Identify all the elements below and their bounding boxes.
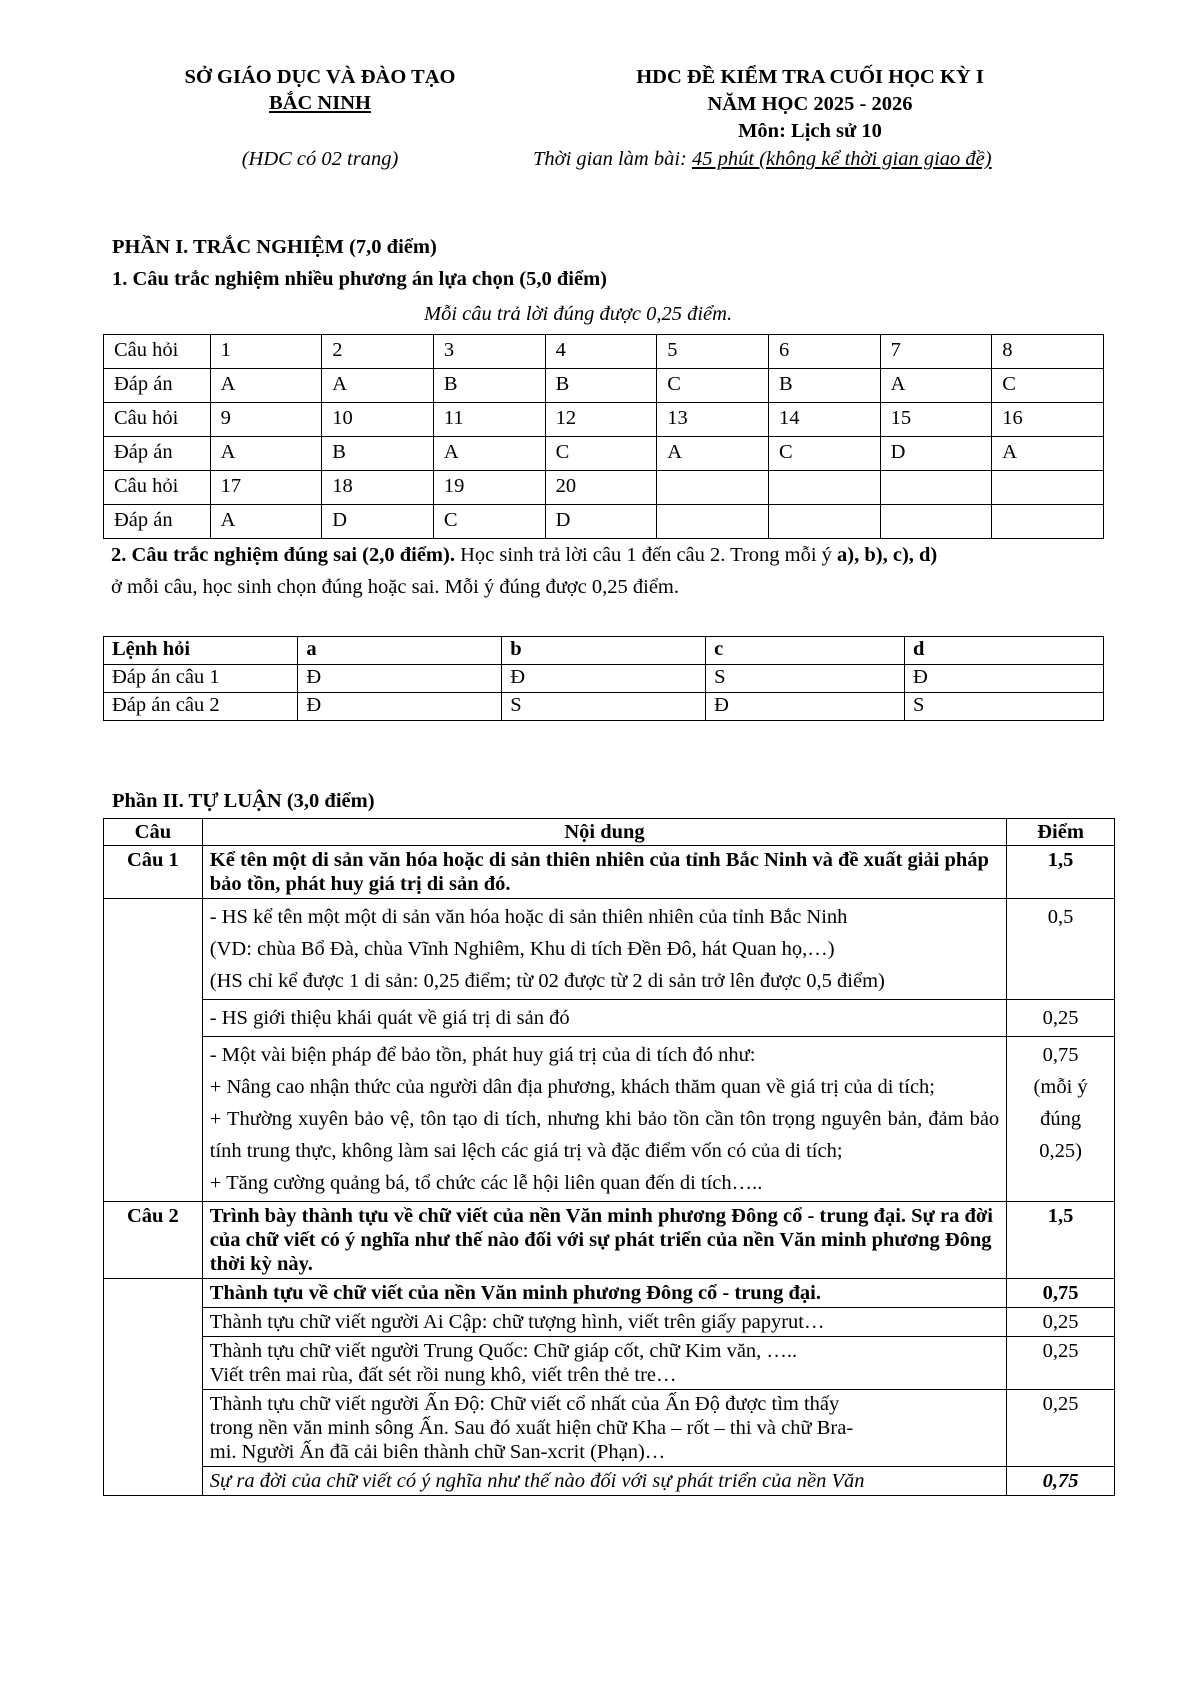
q2-a-points: 0,25 [1007, 1308, 1115, 1337]
q2-points: 1,5 [1007, 1202, 1115, 1279]
q2-b-content [202, 1337, 1006, 1390]
mc-answer-cell: D [322, 505, 434, 539]
tf-header-cell: a [298, 637, 502, 665]
tf-answer-row [104, 665, 1104, 693]
tf-header-cell: b [502, 637, 706, 665]
mc-row-label: Câu hỏi [104, 335, 211, 369]
time-value: 45 phút (không kể thời gian giao đề) [692, 148, 992, 170]
department-name: SỞ GIÁO DỤC VÀ ĐÀO TẠO [184, 66, 456, 88]
q1-a-points: 0,5 [1007, 899, 1115, 1000]
q1-c-points [1007, 1037, 1115, 1202]
province-name [130, 92, 510, 115]
mc-question-number [880, 471, 992, 505]
mc-answer-cell: C [992, 369, 1104, 403]
mc-question-number [768, 471, 880, 505]
mc-question-number: 20 [545, 471, 657, 505]
mc-answer-cell: A [322, 369, 434, 403]
q1-c-line: - Một vài biện pháp để bảo tồn, phát huy giá trị của di tích đó như: [209, 1044, 756, 1066]
mc-answer-row [104, 505, 1104, 539]
mc-answer-cell: A [657, 437, 769, 471]
province-name-text: BẮC NINH [269, 92, 371, 114]
q1-c-points-line: 0,75 [1042, 1044, 1079, 1066]
q2-title: Trình bày thành tựu về chữ viết của nền Văn minh phương Đông cổ - trung đại. Sự ra đời của chữ viết có ý nghĩa như thế nào đối với sự phát triển của nền Văn minh phương Đông thời kỳ này. [202, 1202, 1006, 1279]
tf-row-label: Đáp án câu 1 [104, 665, 298, 693]
mc-question-number: 12 [545, 403, 657, 437]
mc-question-number: 17 [210, 471, 322, 505]
mc-answer-cell: A [433, 437, 545, 471]
school-year: NĂM HỌC 2025 - 2026 [707, 93, 913, 115]
time-limit [533, 148, 1093, 171]
mc-answer-cell: B [768, 369, 880, 403]
mc-answer-cell [768, 505, 880, 539]
mc-answer-cell [880, 505, 992, 539]
mc-answer-cell: D [880, 437, 992, 471]
mc-row-label: Câu hỏi [104, 403, 211, 437]
section1-title: 1. Câu trắc nghiệm nhiều phương án lựa chọn (5,0 điểm) [112, 268, 607, 290]
q2-c-line: mi. Người Ấn đã cải biên thành chữ San-xcrit (Phạn)… [209, 1441, 666, 1463]
essay-header-row [104, 819, 1115, 846]
col-cau: Câu [104, 819, 203, 846]
q1-c-line: + Tăng cường quảng bá, tổ chức các lễ hội liên quan đến di tích….. [209, 1172, 763, 1194]
section1-note: Mỗi câu trả lời đúng được 0,25 điểm. [424, 303, 733, 325]
tf-header-cell: Lệnh hỏi [104, 637, 298, 665]
mc-answer-cell: A [210, 437, 322, 471]
mc-question-number: 3 [433, 335, 545, 369]
tf-answer-row [104, 693, 1104, 721]
q1-a-line: - HS kể tên một một di sản văn hóa hoặc di sản thiên nhiên của tỉnh Bắc Ninh [209, 906, 848, 928]
mc-answer-cell: C [657, 369, 769, 403]
mc-answer-cell: C [545, 437, 657, 471]
q1-a-line: (HS chỉ kể được 1 di sản: 0,25 điểm; từ 02 được từ 2 di sản trở lên được 0,5 điểm) [209, 970, 885, 992]
q2-c-line: Thành tựu chữ viết người Ấn Độ: Chữ viết cổ nhất của Ấn Độ được tìm thấy [209, 1393, 840, 1415]
q1-c-points-line: (mỗi ý [1033, 1076, 1088, 1098]
mc-answer-cell: B [322, 437, 434, 471]
mc-answer-cell: C [433, 505, 545, 539]
q2-sub1-row [104, 1279, 1115, 1308]
tf-answer-cell: S [502, 693, 706, 721]
section2-text-b: ở mỗi câu, học sinh chọn đúng hoặc sai. Mỗi ý đúng được 0,25 điểm. [111, 576, 679, 598]
tf-header-row [104, 637, 1104, 665]
mc-answer-cell: C [768, 437, 880, 471]
mc-question-number: 19 [433, 471, 545, 505]
mc-question-number: 15 [880, 403, 992, 437]
q2-sub1: Thành tựu về chữ viết của nền Văn minh phương Đông cổ - trung đại. [202, 1279, 1006, 1308]
mc-answer-cell: A [880, 369, 992, 403]
q2-sub1-points: 0,75 [1007, 1279, 1115, 1308]
mc-question-row [104, 471, 1104, 505]
mc-row-label: Câu hỏi [104, 471, 211, 505]
q1-label: Câu 1 [104, 846, 203, 899]
tf-answer-cell: Đ [298, 693, 502, 721]
mc-answer-row [104, 437, 1104, 471]
tf-answer-cell: Đ [502, 665, 706, 693]
mc-question-number [657, 471, 769, 505]
mc-question-row [104, 335, 1104, 369]
q1-b-points: 0,25 [1007, 1000, 1115, 1037]
mc-row-label: Đáp án [104, 437, 211, 471]
mc-question-number [992, 471, 1104, 505]
mc-question-row [104, 403, 1104, 437]
q1-c-points-line: 0,25) [1039, 1140, 1082, 1162]
q1-b-row [104, 1000, 1115, 1037]
mc-answer-cell: B [545, 369, 657, 403]
tf-answer-cell: S [905, 693, 1104, 721]
subject: Môn: Lịch sử 10 [738, 120, 882, 142]
q2-c-row [104, 1390, 1115, 1467]
q2-sub2: Sự ra đời của chữ viết có ý nghĩa như thế nào đối với sự phát triển của nền Văn [202, 1467, 1006, 1496]
section2-intro [111, 544, 1111, 567]
q2-sub2-points: 0,75 [1007, 1467, 1115, 1496]
q2-empty-cell [104, 1279, 203, 1496]
q1-points: 1,5 [1007, 846, 1115, 899]
section2-text-a: Học sinh trả lời câu 1 đến câu 2. Trong mỗi ý [454, 544, 838, 566]
q2-c-line: trong nền văn minh sông Ấn. Sau đó xuất hiện chữ Kha – rốt – thi và chữ Bra- [209, 1417, 854, 1439]
mc-question-number: 9 [210, 403, 322, 437]
mc-answer-cell [992, 505, 1104, 539]
q1-a-row [104, 899, 1115, 1000]
q2-c-points: 0,25 [1007, 1390, 1115, 1467]
mc-question-number: 2 [322, 335, 434, 369]
mc-question-number: 7 [880, 335, 992, 369]
tf-answer-cell: Đ [706, 693, 905, 721]
part2-title: Phần II. TỰ LUẬN (3,0 điểm) [112, 790, 375, 812]
essay-table [103, 818, 1115, 1496]
mc-question-number: 11 [433, 403, 545, 437]
mc-question-number: 8 [992, 335, 1104, 369]
tf-answer-cell: Đ [905, 665, 1104, 693]
mc-answer-row [104, 369, 1104, 403]
q1-c-points-line: đúng [1040, 1108, 1082, 1130]
q2-sub2-row [104, 1467, 1115, 1496]
tf-answer-table [103, 636, 1104, 721]
section2-options: a), b), c), d) [837, 544, 938, 566]
q1-a-content [202, 899, 1006, 1000]
mc-question-number: 18 [322, 471, 434, 505]
mc-answer-cell [657, 505, 769, 539]
q1-c-content [202, 1037, 1006, 1202]
document-title: HDC ĐỀ KIỂM TRA CUỐI HỌC KỲ I [636, 66, 984, 88]
part1-title: PHẦN I. TRẮC NGHIỆM (7,0 điểm) [112, 236, 437, 258]
q1-title: Kể tên một di sản văn hóa hoặc di sản thiên nhiên của tỉnh Bắc Ninh và đề xuất giải pháp bảo tồn, phát huy giá trị di sản đó. [202, 846, 1006, 899]
tf-header-cell: c [706, 637, 905, 665]
mc-question-number: 4 [545, 335, 657, 369]
q2-b-line: Thành tựu chữ viết người Trung Quốc: Chữ giáp cốt, chữ Kim văn, ….. [209, 1340, 798, 1362]
mc-answer-cell: A [210, 369, 322, 403]
mc-question-number: 6 [768, 335, 880, 369]
mc-question-number: 14 [768, 403, 880, 437]
q2-title-row [104, 1202, 1115, 1279]
mc-question-number: 13 [657, 403, 769, 437]
q1-a-line: (VD: chùa Bổ Đà, chùa Vĩnh Nghiêm, Khu di tích Đền Đô, hát Quan họ,…) [209, 938, 835, 960]
q1-empty-cell [104, 899, 203, 1202]
section2-title: 2. Câu trắc nghiệm đúng sai (2,0 điểm). [111, 544, 455, 566]
col-diem: Điểm [1007, 819, 1115, 846]
tf-row-label: Đáp án câu 2 [104, 693, 298, 721]
mc-row-label: Đáp án [104, 505, 211, 539]
mc-row-label: Đáp án [104, 369, 211, 403]
time-prefix: Thời gian làm bài: [533, 148, 693, 170]
q2-c-content [202, 1390, 1006, 1467]
col-noidung: Nội dung [202, 819, 1006, 846]
q2-a-row [104, 1308, 1115, 1337]
q1-b-content: - HS giới thiệu khái quát về giá trị di sản đó [202, 1000, 1006, 1037]
mc-answer-cell: D [545, 505, 657, 539]
tf-answer-cell: S [706, 665, 905, 693]
mc-answer-table [103, 334, 1104, 539]
q2-label: Câu 2 [104, 1202, 203, 1279]
tf-answer-cell: Đ [298, 665, 502, 693]
q2-a-content: Thành tựu chữ viết người Ai Cập: chữ tượng hình, viết trên giấy papyrut… [202, 1308, 1006, 1337]
mc-question-number: 10 [322, 403, 434, 437]
q1-c-line: + Thường xuyên bảo vệ, tôn tạo di tích, nhưng khi bảo tồn cần tôn trọng nguyên bản, đảm bảo tính trung thực, không làm sai lệch các giá trị và đặc điểm vốn có của di tích; [209, 1108, 1000, 1162]
q1-title-row [104, 846, 1115, 899]
mc-answer-cell: A [992, 437, 1104, 471]
page-count-note: (HDC có 02 trang) [241, 148, 399, 170]
mc-question-number: 16 [992, 403, 1104, 437]
q2-b-row [104, 1337, 1115, 1390]
q2-b-points: 0,25 [1007, 1337, 1115, 1390]
q1-c-line: + Nâng cao nhận thức của người dân địa phương, khách thăm quan về giá trị của di tích; [209, 1076, 935, 1098]
q1-c-row [104, 1037, 1115, 1202]
mc-answer-cell: A [210, 505, 322, 539]
q2-b-line: Viết trên mai rùa, đất sét rồi nung khô, viết trên thẻ tre… [209, 1364, 677, 1386]
tf-header-cell: d [905, 637, 1104, 665]
mc-question-number: 1 [210, 335, 322, 369]
mc-answer-cell: B [433, 369, 545, 403]
mc-question-number: 5 [657, 335, 769, 369]
